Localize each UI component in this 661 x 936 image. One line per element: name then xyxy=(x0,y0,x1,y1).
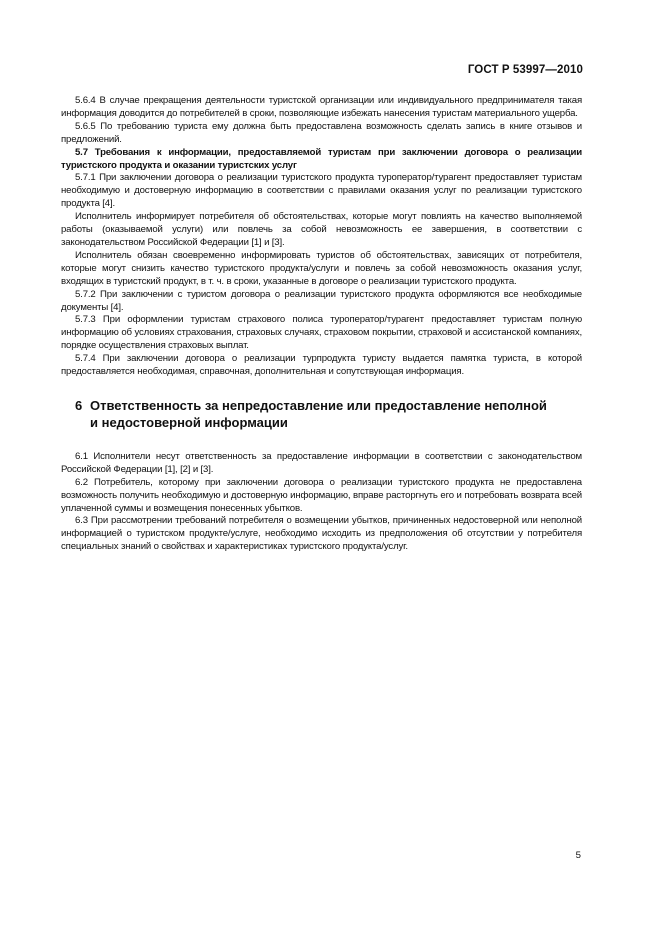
paragraph-6-3: 6.3 При рассмотрении требований потребителя о возмещении убытков, причиненных недостоверной или неполной информацией о туристском продукте/услуге, необходимо исходить из предположения об отсутствии у потребителя специальных знаний о свойствах и характеристиках туристского продукта/услуг. xyxy=(61,515,582,553)
subsection-heading-5-7: 5.7 Требования к информации, предоставляемой туристам при заключении договора о реализации туристского продукта и оказании туристских услуг xyxy=(61,146,582,171)
paragraph-5-7-1: 5.7.1 При заключении договора о реализации туристского продукта туроператор/турагент предоставляет туристам необходимую и достоверную информацию в соответствии с правилами оказания услуг по реализации туристского продукта [4]. xyxy=(61,172,582,210)
section-6-title-line2: и недостоверной информации xyxy=(90,414,288,430)
section-6-number: 6 xyxy=(75,397,83,413)
paragraph-executor-informs: Исполнитель информирует потребителя об обстоятельствах, которые могут повлиять на качество выполняемой работы (оказываемой услуги) или повлечь за собой невозможность ее завершения, в соответствии с законодательством Российской Федерации [1] и [3]. xyxy=(61,211,582,248)
paragraph-5-6-5: 5.6.5 По требованию туриста ему должна быть предоставлена возможность сделать запись в книге отзывов и предложений. xyxy=(61,120,582,145)
paragraph-6-2: 6.2 Потребитель, которому при заключении договора о реализации туристского продукта не предоставлена возможность получить необходимую и достоверную информацию, вправе расторгнуть его и потребовать возврата всей уплаченной суммы и возмещения понесенных убытков. xyxy=(61,476,582,514)
paragraph-5-7-2: 5.7.2 При заключении с туристом договора о реализации туристского продукта оформляются все необходимые документы [4]. xyxy=(61,288,582,313)
paragraph-executor-obliged: Исполнитель обязан своевременно информировать туристов об обстоятельствах, зависящих от потребителя, которые могут снизить качество туристского продукта/услуги и повлечь за собой невозможность оказания услуг, входящих в туристский продукт, в т. ч. в сроки, указанные в договоре о реализации туристского продукта. xyxy=(61,249,582,287)
paragraph-5-6-4: 5.6.4 В случае прекращения деятельности туристской организации или индивидуального предпринимателя такая информация доводится до потребителей в сроки, позволяющие избежать нанесения туристам материального ущерба. xyxy=(61,95,582,119)
paragraph-5-7-4: 5.7.4 При заключении договора о реализации турпродукта туристу выдается памятка туриста, в которой предоставляется необходимая, справочная, дополнительная и сопутствующая информация. xyxy=(61,353,582,378)
standard-header: ГОСТ Р 53997—2010 xyxy=(467,64,583,76)
section-6-title-line1: Ответственность за непредоставление или предоставление неполной xyxy=(90,397,547,413)
paragraph-5-7-3: 5.7.3 При оформлении туристам страхового полиса туроператор/турагент предоставляет туристам полную информацию об условиях страхования, страховых случаях, страховом покрытии, страховой и ассистанской компаниях, порядке осуществления страховых выплат. xyxy=(61,314,582,352)
section-6-heading xyxy=(61,397,582,431)
document-body xyxy=(61,95,582,554)
paragraph-6-1: 6.1 Исполнители несут ответственность за предоставление информации в соответствии с законодательством Российской Федерации [1], [2] и [3]. xyxy=(61,450,582,475)
page-number: 5 xyxy=(575,850,581,861)
